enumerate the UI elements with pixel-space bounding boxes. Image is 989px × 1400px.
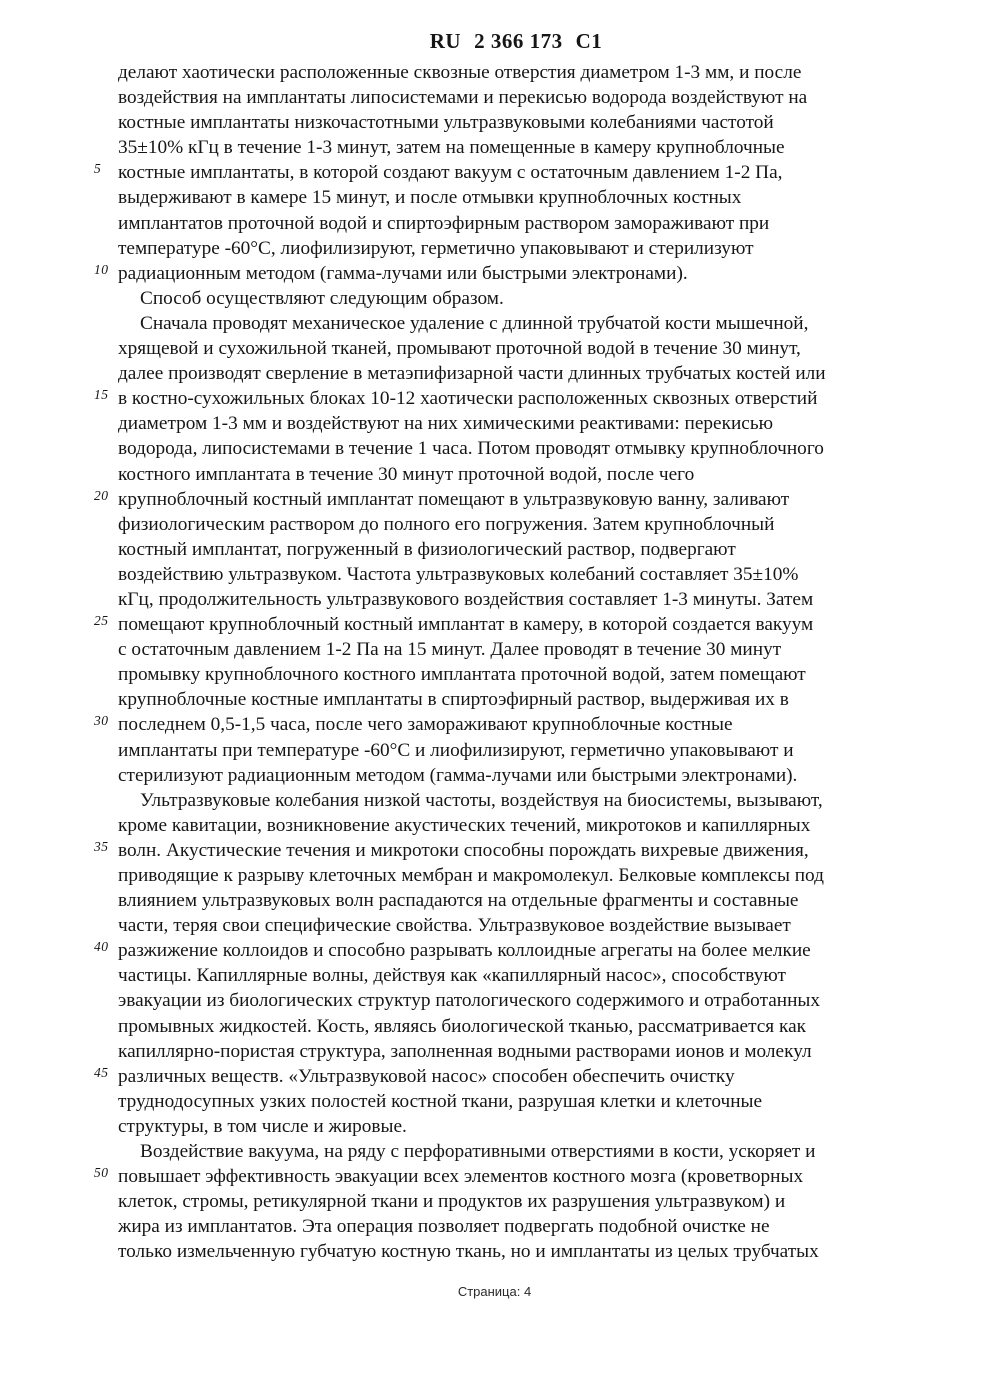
text-line [118, 110, 918, 135]
line-text: кроме кавитации, возникновение акустических течений, микротоков и капиллярных [118, 814, 811, 836]
margin-line-number: 10 [94, 261, 109, 277]
line-text: различных веществ. «Ультразвуковой насос» способен обеспечить очистку [118, 1065, 735, 1087]
text-line [94, 487, 918, 512]
text-line [94, 1164, 918, 1189]
margin-line-number: 15 [94, 387, 109, 403]
text-line [118, 1189, 918, 1214]
line-text: делают хаотически расположенные сквозные отверстия диаметром 1-3 мм, и после [118, 62, 802, 83]
text-line [118, 1139, 918, 1164]
line-text: Воздействие вакуума, на ряду с перфоративными отверстиями в кости, ускоряет и [140, 1141, 816, 1163]
text-line [118, 863, 918, 888]
line-text: разжижение коллоидов и способно разрывать коллоидные агрегаты на более мелкие [118, 940, 811, 962]
line-text: только измельченную губчатую костную ткань, но и имплантаты из целых трубчатых [118, 1241, 819, 1263]
text-line [118, 462, 918, 487]
text-line [94, 261, 918, 286]
text-line [118, 562, 918, 587]
text-line [118, 336, 918, 361]
publication-number: 2 366 173 [474, 29, 563, 53]
text-line [94, 838, 918, 863]
margin-line-number: 5 [94, 161, 102, 177]
line-text: имплантатов проточной водой и спиртоэфирным раствором замораживают при [118, 212, 770, 234]
line-text: волн. Акустические течения и микротоки способны порождать вихревые движения, [118, 839, 809, 861]
margin-line-number: 30 [94, 713, 109, 729]
text-line [118, 411, 918, 436]
line-text: костного имплантата в течение 30 минут проточной водой, после чего [118, 463, 695, 485]
text-line [118, 311, 918, 336]
text-line [118, 286, 918, 311]
line-text: труднодосупных узких полостей костной ткани, разрушая клетки и клеточные [118, 1090, 763, 1112]
text-line [118, 637, 918, 662]
text-line [94, 938, 918, 963]
text-line [118, 361, 918, 386]
text-body [94, 60, 918, 1265]
line-text: части, теряя свои специфические свойства. Ультразвуковое воздействие вызывает [118, 915, 791, 937]
line-text: влиянием ультразвуковых волн распадаются на отдельные фрагменты и составные [118, 890, 799, 912]
line-text: воздействия на имплантаты липосистемами и перекисью водорода воздействуют на [118, 87, 808, 109]
page-header [121, 29, 911, 54]
line-text: крупноблочные костные имплантаты в спиртоэфирный раствор, выдерживая их в [118, 689, 789, 711]
line-text: далее производят сверление в метаэпифизарной части длинных трубчатых костей или [118, 363, 826, 385]
text-line [118, 788, 918, 813]
line-text: в костно-сухожильных блоках 10-12 хаотически расположенных сквозных отверстий [118, 388, 818, 410]
margin-line-number: 40 [94, 939, 109, 955]
line-text: приводящие к разрыву клеточных мембран и макромолекул. Белковые комплексы под [118, 865, 824, 886]
line-text: выдерживают в камере 15 минут, и после отмывки крупноблочных костных [118, 187, 742, 209]
text-line [118, 763, 918, 788]
text-line [118, 512, 918, 537]
margin-line-number: 20 [94, 487, 109, 503]
text-line [118, 813, 918, 838]
text-line [118, 236, 918, 261]
line-text: радиационным методом (гамма-лучами или быстрыми электронами). [118, 262, 688, 284]
line-text: Ультразвуковые колебания низкой частоты, воздействуя на биосистемы, вызывают, [140, 789, 823, 811]
text-line [94, 612, 918, 637]
text-line [118, 135, 918, 160]
line-text: температуре -60°С, лиофилизируют, герметично упаковывают и стерилизуют [118, 237, 754, 259]
margin-line-number: 25 [94, 613, 109, 629]
line-text: 35±10% кГц в течение 1-3 минут, затем на помещенные в камеру крупноблочные [118, 137, 785, 159]
text-line [118, 436, 918, 461]
line-text: физиологическим раствором до полного его погружения. Затем крупноблочный [118, 513, 775, 535]
margin-line-number: 45 [94, 1064, 109, 1080]
line-text: воздействию ультразвуком. Частота ультразвуковых колебаний составляет 35±10% [118, 563, 799, 585]
country-code: RU [429, 29, 462, 53]
text-line [118, 988, 918, 1013]
text-line [118, 1014, 918, 1039]
text-line [118, 537, 918, 562]
page-number-label: Страница: 4 [457, 1284, 532, 1299]
text-line [94, 160, 918, 185]
text-line [118, 888, 918, 913]
text-line [118, 587, 918, 612]
text-line [118, 211, 918, 236]
line-text: костные имплантаты, в которой создают вакуум с остаточным давлением 1-2 Па, [118, 162, 783, 184]
text-line [118, 1089, 918, 1114]
text-line [118, 1214, 918, 1239]
line-text: последнем 0,5-1,5 часа, после чего замораживают крупноблочные костные [118, 714, 733, 736]
text-line [118, 687, 918, 712]
line-text: Сначала проводят механическое удаление с длинной трубчатой кости мышечной, [140, 312, 809, 334]
text-line [118, 85, 918, 110]
line-text: крупноблочный костный имплантат помещают в ультразвуковую ванну, заливают [118, 488, 790, 510]
text-line [118, 738, 918, 763]
line-text: структуры, в том числе и жировые. [118, 1115, 407, 1137]
page-footer [0, 1284, 989, 1299]
line-text: капиллярно-пористая структура, заполненная водными растворами ионов и молекул [118, 1040, 812, 1062]
line-text: частицы. Капиллярные волны, действуя как «капиллярный насос», способствуют [118, 965, 786, 987]
line-text: повышает эффективность эвакуации всех элементов костного мозга (кроветворных [118, 1166, 804, 1188]
line-text: водорода, липосистемами в течение 1 часа. Потом проводят отмывку крупноблочного [118, 438, 824, 460]
line-text: хрящевой и сухожильной тканей, промывают проточной водой в течение 30 минут, [118, 338, 801, 360]
line-text: костный имплантат, погруженный в физиологический раствор, подвергают [118, 538, 736, 560]
text-line [94, 712, 918, 737]
line-text: эвакуации из биологических структур патологического содержимого и отработанных [118, 990, 821, 1012]
margin-line-number: 35 [94, 838, 109, 854]
text-line [118, 185, 918, 210]
line-text: промывку крупноблочного костного имплантата проточной водой, затем помещают [118, 664, 806, 686]
margin-line-number: 50 [94, 1165, 109, 1181]
kind-code: C1 [575, 29, 603, 53]
line-text: клеток, стромы, ретикулярной ткани и продуктов их разрушения ультразвуком) и [118, 1191, 786, 1213]
text-line [118, 60, 918, 85]
text-line [118, 1239, 918, 1264]
text-line [118, 662, 918, 687]
text-line [94, 386, 918, 411]
line-text: имплантаты при температуре -60°С и лиофилизируют, герметично упаковывают и [118, 739, 794, 761]
line-text: промывных жидкостей. Кость, являясь биологической тканью, рассматривается как [118, 1015, 806, 1037]
text-line [118, 963, 918, 988]
text-line [118, 1114, 918, 1139]
text-line [94, 1064, 918, 1089]
text-line [118, 913, 918, 938]
line-text: жира из имплантатов. Эта операция позволяет подвергать подобной очистке не [118, 1216, 770, 1238]
line-text: Способ осуществляют следующим образом. [140, 287, 504, 309]
line-text: стерилизуют радиационным методом (гамма-лучами или быстрыми электронами). [118, 764, 798, 786]
line-text: костные имплантаты низкочастотными ультразвуковыми колебаниями частотой [118, 112, 774, 134]
text-line [118, 1039, 918, 1064]
line-text: кГц, продолжительность ультразвукового воздействия составляет 1-3 минуты. Затем [118, 588, 814, 610]
line-text: диаметром 1-3 мм и воздействуют на них химическими реактивами: перекисью [118, 413, 774, 435]
line-text: помещают крупноблочный костный имплантат в камеру, в которой создается вакуум [118, 614, 814, 636]
line-text: с остаточным давлением 1-2 Па на 15 минут. Далее проводят в течение 30 минут [118, 639, 782, 661]
